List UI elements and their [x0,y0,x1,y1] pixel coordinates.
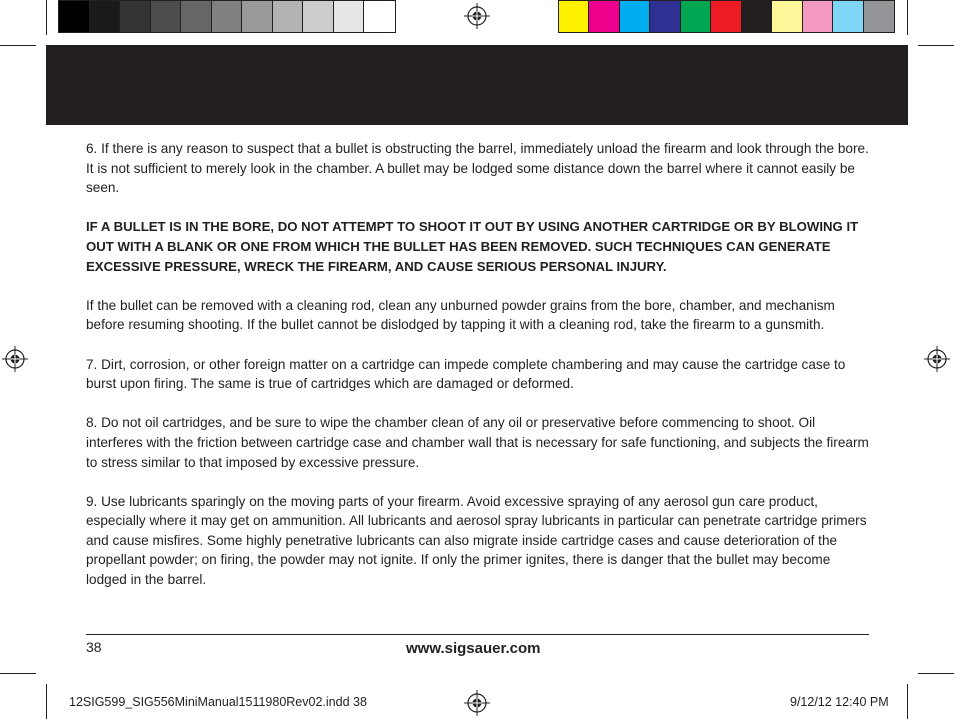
process-color-swatch [864,1,894,32]
registration-crosshair-icon [924,346,950,372]
registration-crosshair-icon [464,690,490,716]
process-color-swatch [772,1,802,32]
warning-paragraph: IF A BULLET IS IN THE BORE, DO NOT ATTEMPT TO SHOOT IT OUT BY USING ANOTHER CARTRIDGE OR BY BLOWING IT OUT WITH A BLANK OR ONE FROM WHICH THE BULLET HAS BEEN REMOVED. SUCH TECHNIQUES CAN GENERATE EXCESSIVE PRESSURE, WRECK THE FIREARM, AND CAUSE SERIOUS PERSONAL INJURY. [86,219,859,274]
process-color-swatch [620,1,650,32]
process-color-swatch [650,1,680,32]
crop-mark-top-left-vertical [46,0,47,35]
grayscale-swatch [334,1,365,32]
slug-datetime: 9/12/12 12:40 PM [790,695,889,709]
crop-mark-top-right-horizontal [918,45,954,46]
process-color-swatch [711,1,741,32]
crop-mark-bottom-right-vertical [907,684,908,719]
process-color-swatch [589,1,619,32]
paragraph-6: 6. If there is any reason to suspect that a bullet is obstructing the barrel, immediately unload the firearm and look through the bore. It is not sufficient to merely look in the chamber. A bullet may be lodged some distance down the barrel where it cannot easily be seen. [86,141,869,196]
crop-mark-top-right-vertical [907,0,908,35]
page-number: 38 [86,639,102,655]
crop-mark-bottom-left-vertical [46,684,47,719]
process-color-swatch [681,1,711,32]
grayscale-swatch [212,1,243,32]
process-color-bar [558,0,895,33]
paragraph-8: 8. Do not oil cartridges, and be sure to wipe the chamber clean of any oil or preservative before commencing to shoot. Oil interferes with the friction between cartridge case and chamber wall that is necessary for safe functioning, and subjects the firearm to stress similar to that imposed by excessive pressure. [86,415,869,470]
grayscale-swatch [59,1,90,32]
grayscale-swatch [364,1,395,32]
grayscale-swatch [242,1,273,32]
slug-filename: 12SIG599_SIG556MiniManual1511980Rev02.indd 38 [69,695,367,709]
crop-mark-bottom-right-horizontal [918,673,954,674]
paragraph-9: 9. Use lubricants sparingly on the moving parts of your firearm. Avoid excessive spraying of any aerosol gun care product, especially where it may get on ammunition. All lubricants and aerosol spray lubricants in particular can penetrate cartridge primers and cause misfires. Some highly penetrative lubricants can also migrate inside cartridge cases and cause deterioration of the propellant powder; on firing, the powder may not ignite. If only the primer ignites, there is danger that the bullet may become lodged in the barrel. [86,493,867,588]
header-band [46,45,908,125]
grayscale-swatch [120,1,151,32]
paragraph-cleaning-rod: If the bullet can be removed with a cleaning rod, clean any unburned powder grains from the bore, chamber, and mechanism before resuming shooting. If the bullet cannot be dislodged by tapping it with a cleaning rod, take the firearm to a gunsmith. [86,297,835,333]
grayscale-swatch [303,1,334,32]
crop-mark-top-left-horizontal [0,45,36,46]
grayscale-swatch [90,1,121,32]
website-link[interactable]: www.sigsauer.com [406,640,541,657]
grayscale-swatch [151,1,182,32]
process-color-swatch [742,1,772,32]
registration-crosshair-icon [464,3,490,29]
manual-body-text [86,139,872,609]
grayscale-color-bar [58,0,396,33]
grayscale-swatch [181,1,212,32]
grayscale-swatch [273,1,304,32]
paragraph-7: 7. Dirt, corrosion, or other foreign matter on a cartridge can impede complete chambering and may cause the cartridge case to burst upon firing. The same is true of cartridges which are damaged or deformed. [86,356,846,392]
registration-crosshair-icon [2,346,28,372]
footer-divider [86,634,869,635]
process-color-swatch [803,1,833,32]
process-color-swatch [833,1,863,32]
crop-mark-bottom-left-horizontal [0,673,36,674]
process-color-swatch [559,1,589,32]
